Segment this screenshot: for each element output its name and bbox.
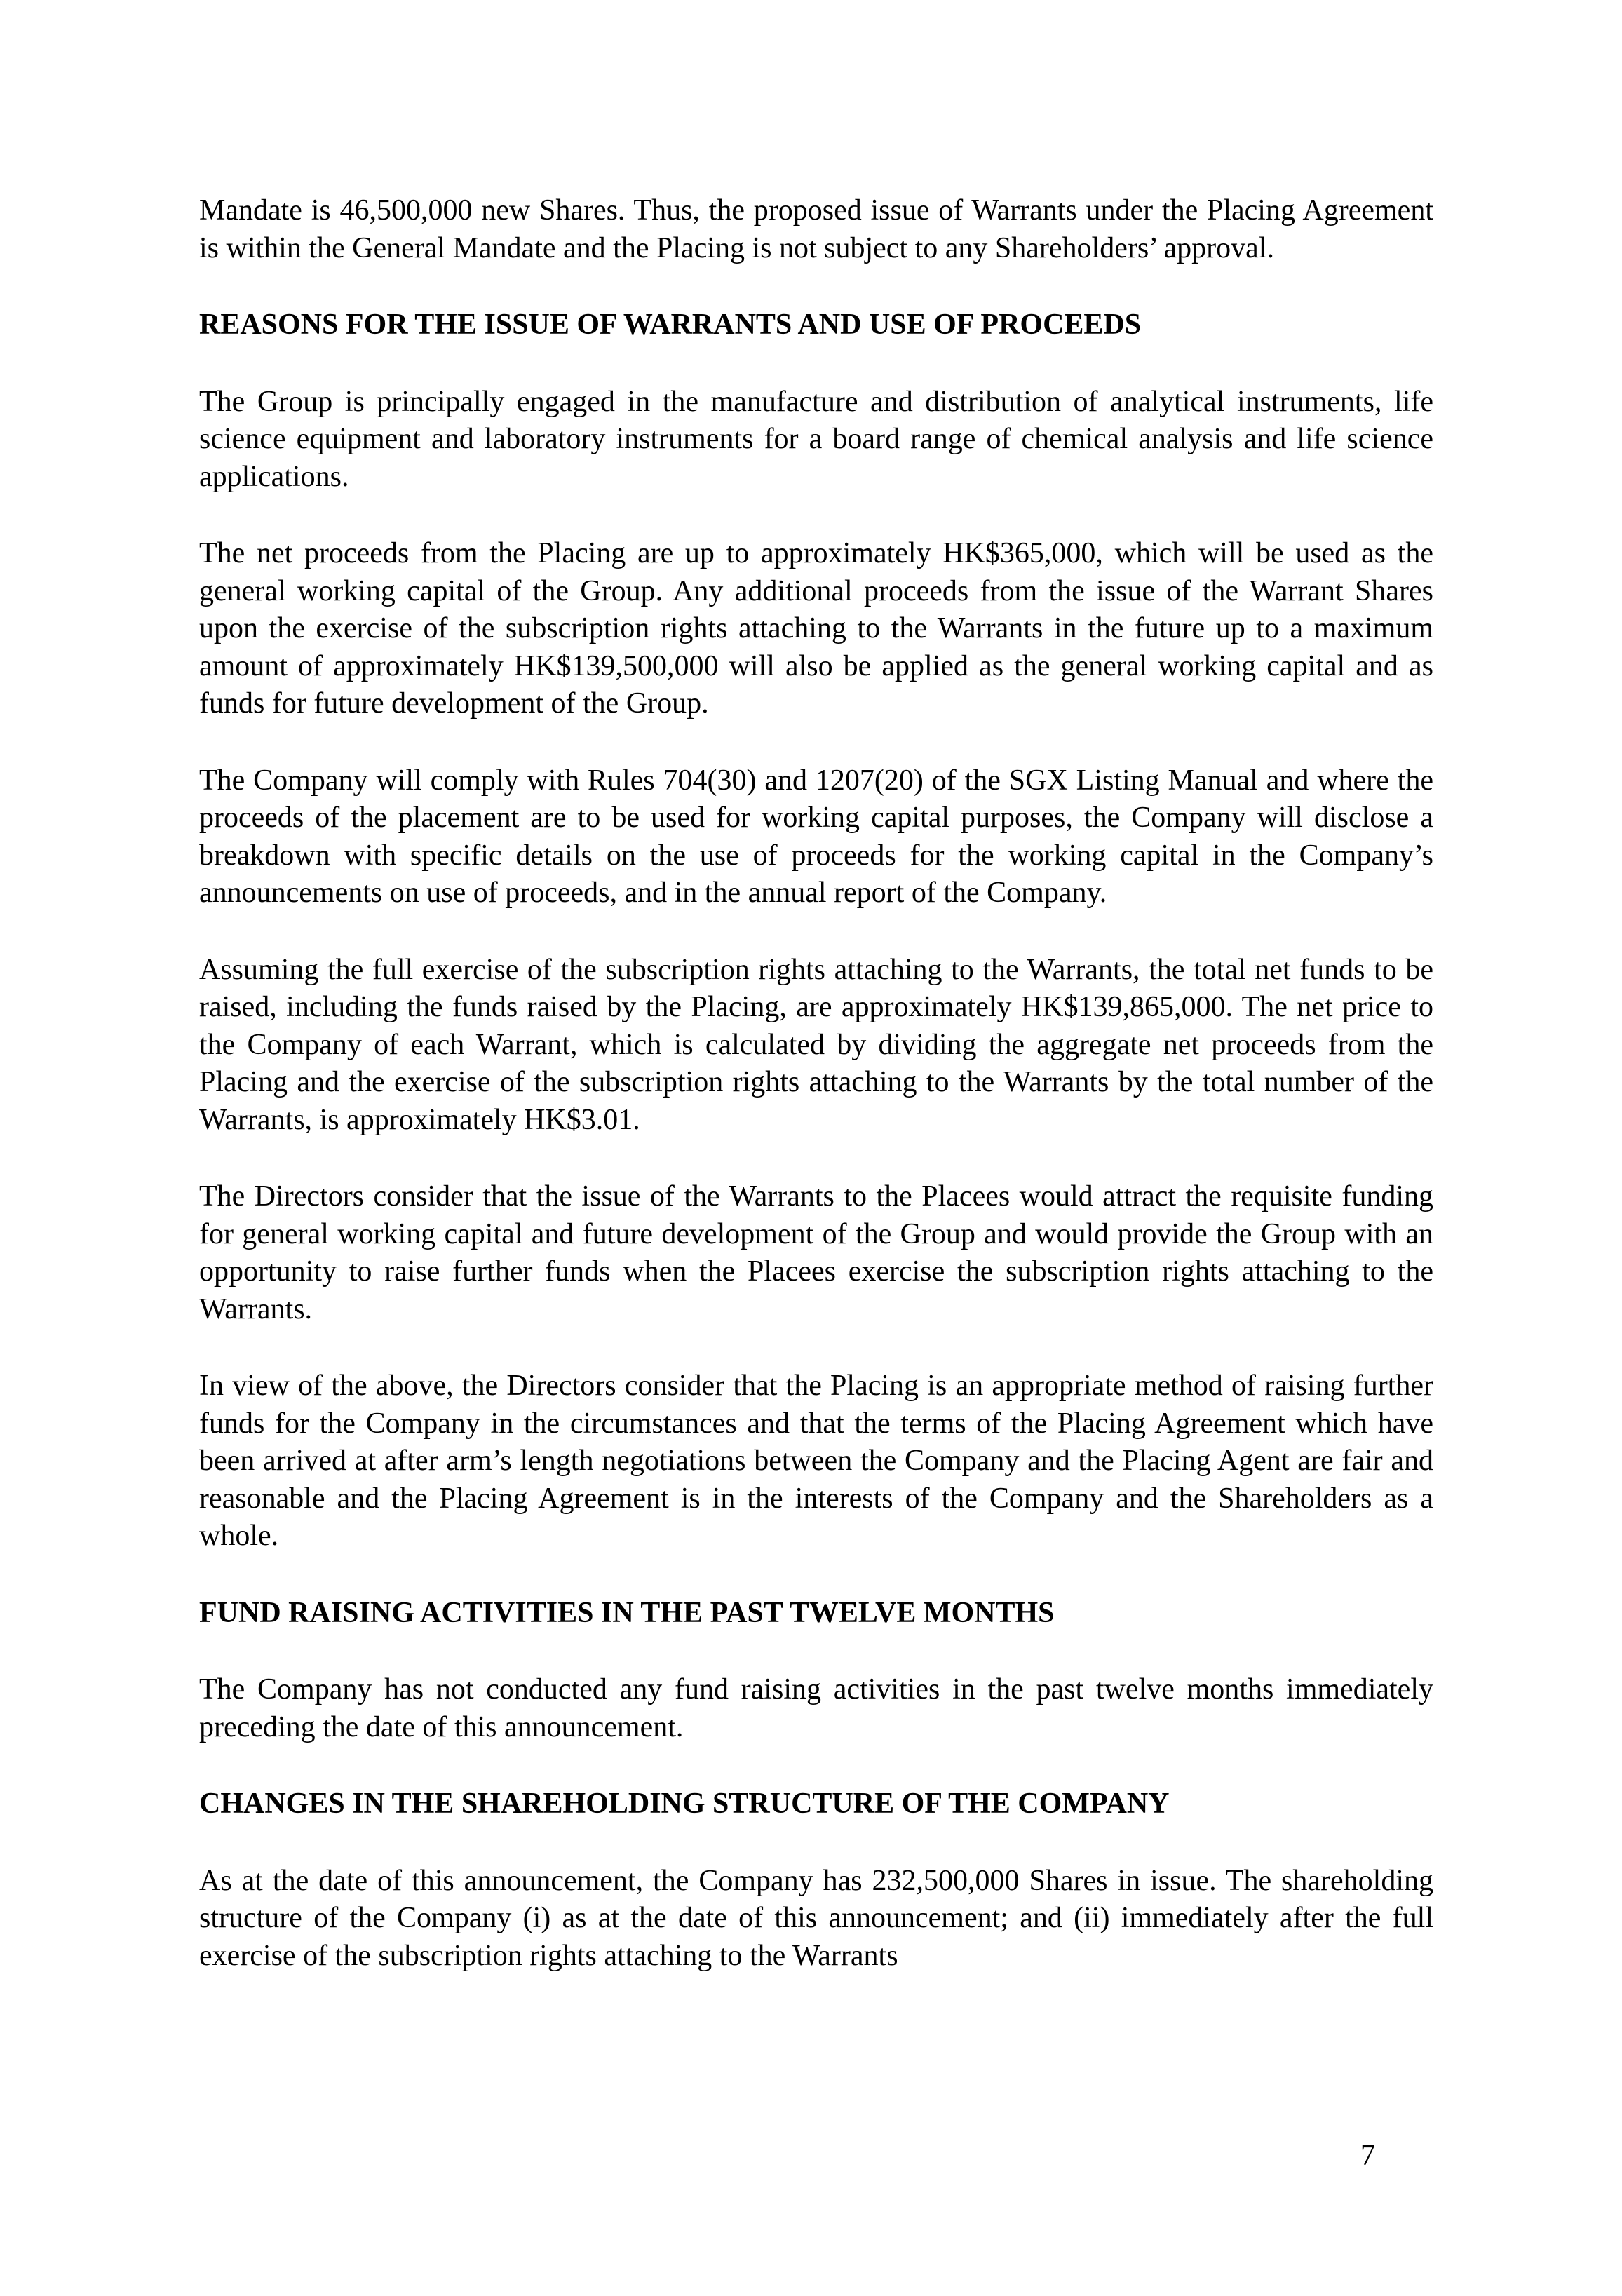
paragraph-shares-in-issue: As at the date of this announcement, the Company has 232,500,000 Shares in issue. The shareholding structure of the Company (i) as at the date of this announcement; and (ii) immediately after the full exercise of the subscription rights attaching to the Warrants [199, 1864, 1433, 1972]
heading-reasons-for-issue: REASONS FOR THE ISSUE OF WARRANTS AND USE OF PROCEEDS [199, 309, 1142, 341]
paragraph-group-business: The Group is principally engaged in the manufacture and distribution of analytical instruments, life science equipment and laboratory instruments for a board range of chemical analysis and life science applications. [199, 385, 1433, 493]
paragraph-sgx-compliance: The Company will comply with Rules 704(30) and 1207(20) of the SGX Listing Manual and where the proceeds of the placement are to be used for working capital purposes, the Company will disclose a breakdown with specific details on the use of proceeds for the working capital in the Company’s announcements on use of proceeds, and in the annual report of the Company. [199, 764, 1433, 909]
paragraph-directors-consider-terms: In view of the above, the Directors consider that the Placing is an appropriate method of raising further funds for the Company in the circumstances and that the terms of the Placing Agreement which have been arrived at after arm’s length negotiations between the Company and the Placing Agent are fair and reasonable and the Placing Agreement is in the interests of the Company and the Shareholders as a whole. [199, 1370, 1433, 1552]
page-number: 7 [1360, 2140, 1375, 2172]
paragraph-directors-consider-funding: The Directors consider that the issue of the Warrants to the Placees would attract the requisite funding for general working capital and future development of the Group and would provide the Group with an opportunity to raise further funds when the Placees exercise the subscription rights attaching to the Warrants. [199, 1180, 1433, 1325]
paragraph-net-proceeds: The net proceeds from the Placing are up to approximately HK$365,000, which will be used as the general working capital of the Group. Any additional proceeds from the issue of the Warrant Shares upon the exercise of the subscription rights attaching to the Warrants in the future up to a maximum amount of approximately HK$139,500,000 will also be applied as the general working capital and as funds for future development of the Group. [199, 537, 1433, 720]
paragraph-total-net-funds: Assuming the full exercise of the subscription rights attaching to the Warrants, the total net funds to be raised, including the funds raised by the Placing, are approximately HK$139,865,000. The net price to the Company of each Warrant, which is calculated by dividing the aggregate net proceeds from the Placing and the exercise of the subscription rights attaching to the Warrants by the total number of the Warrants, is approximately HK$3.01. [199, 953, 1433, 1136]
heading-fund-raising-activities: FUND RAISING ACTIVITIES IN THE PAST TWELVE MONTHS [199, 1596, 1055, 1629]
document-body [199, 192, 1433, 2014]
paragraph-general-mandate: Mandate is 46,500,000 new Shares. Thus, the proposed issue of Warrants under the Placing Agreement is within the General Mandate and the Placing is not subject to any Shareholders’ approval. [199, 194, 1433, 264]
paragraph-no-fund-raising: The Company has not conducted any fund raising activities in the past twelve months immediately preceding the date of this announcement. [199, 1673, 1433, 1743]
heading-shareholding-changes: CHANGES IN THE SHAREHOLDING STRUCTURE OF THE COMPANY [199, 1788, 1170, 1820]
